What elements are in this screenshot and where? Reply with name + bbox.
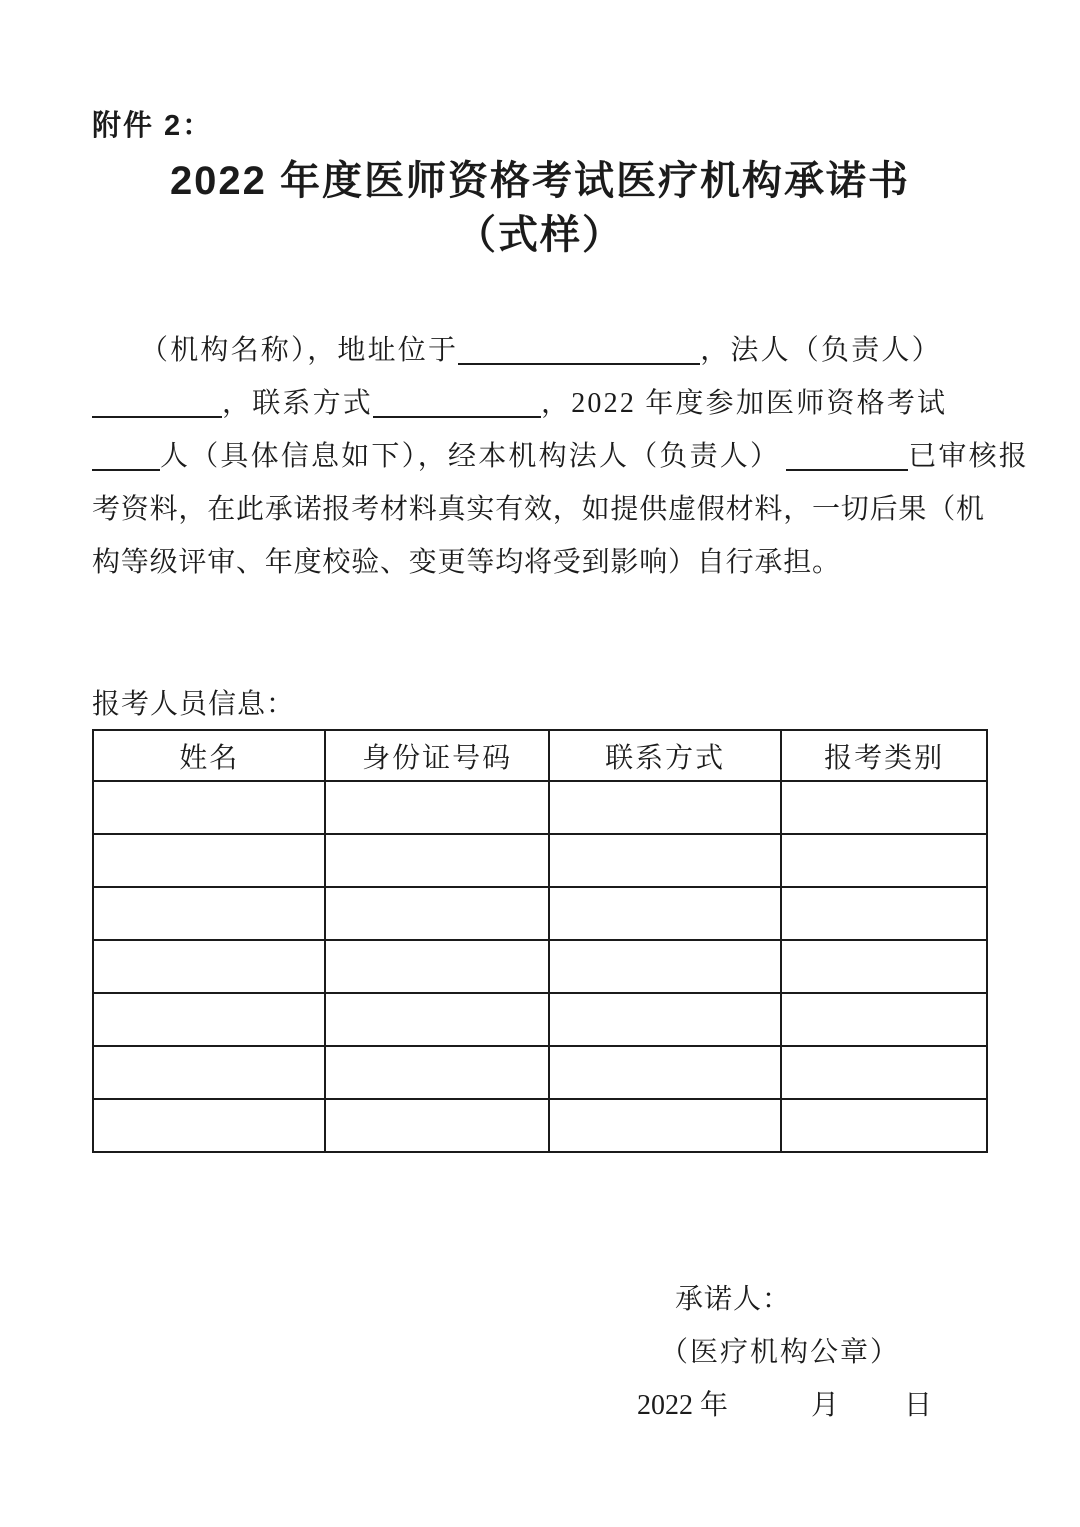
paragraph-line-4: 考资料，在此承诺报考材料真实有效，如提供虚假材料，一切后果（机 (92, 494, 985, 525)
table-row (93, 834, 987, 887)
line3-text-end: 已审核报 (908, 441, 1030, 472)
paragraph-line-5: 构等级评审、年度校验、变更等均将受到影响）自行承担。 (92, 547, 841, 578)
table-row (93, 887, 987, 940)
applicant-table-body (93, 781, 987, 1152)
document-subtitle: （式样） (456, 213, 624, 257)
table-row (93, 993, 987, 1046)
col-header-id-number: 身份证号码 (325, 730, 549, 781)
headcount-blank-line (92, 467, 160, 471)
table-cell (93, 940, 325, 993)
table-cell (549, 781, 781, 834)
contact-blank-line (373, 414, 541, 418)
table-cell (781, 887, 987, 940)
address-blank-line (458, 361, 700, 365)
applicant-table (92, 729, 988, 1153)
table-row (93, 781, 987, 834)
table-header-row (93, 730, 987, 781)
table-cell (549, 940, 781, 993)
table-cell (549, 834, 781, 887)
table-cell (781, 1099, 987, 1152)
table-cell (781, 834, 987, 887)
date-day: 日 (904, 1390, 933, 1421)
legal-person-blank-line (92, 414, 222, 418)
table-cell (325, 887, 549, 940)
table-cell (325, 834, 549, 887)
table-cell (93, 993, 325, 1046)
table-cell (781, 993, 987, 1046)
paragraph-line-2 (92, 377, 988, 430)
table-row (93, 940, 987, 993)
table-cell (325, 993, 549, 1046)
table-cell (325, 781, 549, 834)
line1-text-start: （机构名称），地址位于 (140, 335, 459, 366)
reviewer-blank-line (786, 467, 908, 471)
table-cell (549, 1099, 781, 1152)
table-cell (93, 781, 325, 834)
table-cell (781, 1046, 987, 1099)
date-year: 2022 年 (637, 1390, 729, 1421)
promisor-label: 承诺人： (675, 1284, 792, 1315)
seal-note: （医疗机构公章） (660, 1337, 901, 1368)
date-month: 月 (811, 1390, 840, 1421)
table-cell (325, 1046, 549, 1099)
table-cell (549, 887, 781, 940)
col-header-name: 姓名 (93, 730, 325, 781)
table-row (93, 1099, 987, 1152)
table-cell (549, 993, 781, 1046)
table-cell (325, 1099, 549, 1152)
col-header-category: 报考类别 (781, 730, 987, 781)
col-header-contact: 联系方式 (549, 730, 781, 781)
signature-block (92, 1273, 988, 1432)
table-cell (325, 940, 549, 993)
attachment-label: 附件 2： (92, 110, 214, 142)
line3-text-mid: 人（具体信息如下），经本机构法人（负责人） (160, 441, 781, 472)
paragraph-line-3 (92, 430, 1030, 483)
date-line (637, 1379, 988, 1432)
applicant-table-caption: 报考人员信息： (92, 689, 296, 720)
paragraph-line-1 (92, 324, 988, 377)
table-cell (549, 1046, 781, 1099)
table-cell (93, 1099, 325, 1152)
document-title: 2022 年度医师资格考试医疗机构承诺书 (169, 159, 911, 203)
commitment-paragraph (92, 324, 1030, 589)
table-cell (781, 781, 987, 834)
table-row (93, 1046, 987, 1099)
line1-text-end: ，法人（负责人） (700, 335, 942, 366)
table-cell (93, 887, 325, 940)
line2-text-mid: ，联系方式 (222, 388, 374, 419)
line2-text-end: ，2022 年度参加医师资格考试 (541, 388, 948, 419)
table-cell (781, 940, 987, 993)
table-cell (93, 1046, 325, 1099)
table-cell (93, 834, 325, 887)
